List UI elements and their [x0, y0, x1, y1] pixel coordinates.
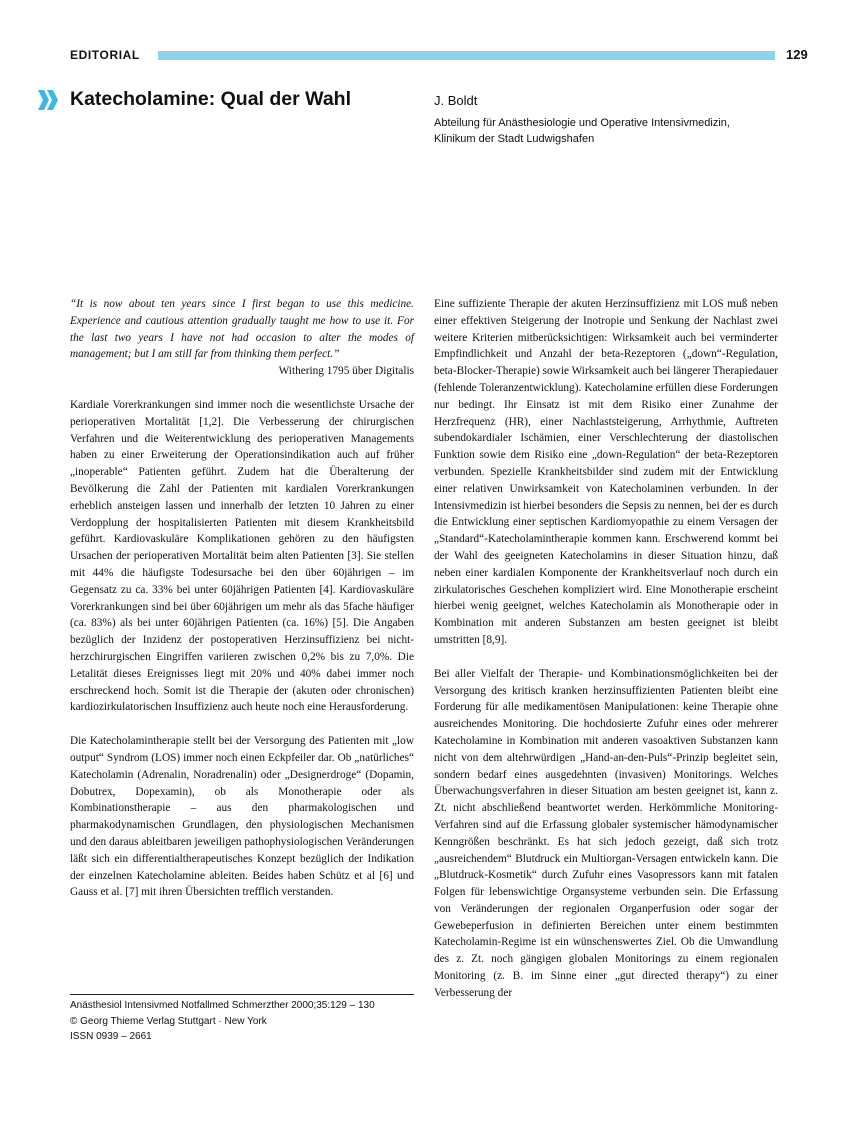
footer-rule — [70, 994, 414, 995]
citation-line: © Georg Thieme Verlag Stuttgart · New York — [70, 1015, 267, 1027]
article-title: Katecholamine: Qual der Wahl — [70, 88, 351, 110]
page-number: 129 — [786, 47, 808, 62]
citation-footer — [70, 998, 414, 1045]
affiliation-line: Klinikum der Stadt Ludwigshafen — [434, 132, 595, 145]
body-paragraph: Die Katecholamintherapie stellt bei der Versorgung des Patienten mit „low output“ Syndrom (LOS) immer noch einen Eckpfeiler dar. Ob „natürliches“ Katecholamin (Adrenalin, Noradrenalin) oder „Designerdroge“ (Dopamin, Dobutrex, Dopexamin), ob als Monotherapie oder als Kombinationstherapie – aus den pharmakologischen und pharmakodynamischen Grundlagen, den physiologischen Mechanismen und den daraus ableitbaren jeweiligen pathophysiologischen Veränderungen läßt sich ein differentialtherapeutisches Konzept bezüglich der Indikation der einzelnen Katecholamine ableiten. Beides haben Schütz et al [6] und Gauss et al. [7] mit ihren Übersichten trefflich verstanden. — [70, 735, 414, 899]
left-column — [70, 296, 414, 918]
body-paragraph: Bei aller Vielfalt der Therapie- und Kombinationsmöglichkeiten bei der Versorgung des kritisch kranken herzinsuffizienten Patienten bleibt eine Forderung für alle medikamentösen Manipulationen: keine Therapie ohne ausreichendes Monitoring. Die hochdosierte Zufuhr eines oder mehrerer Katecholamine in Kombination mit anderen vasoaktiven Substanzen kann nicht von dem altehrwürdigen „Hand-an-den-Puls“-Prinzip begleitet sein, sondern bedarf eines ausgedehnten (invasiven) Monitorings. Welches Überwachungsverfahren in dieser Situation am besten geeignet ist, kann z. Zt. nicht abschließend beantwortet werden. Herkömmliche Monitoring-Verfahren sind auf die Erfassung globaler systemischer hämodynamischer Kenngrößen beschränkt. Es hat sich jedoch gezeigt, daß sich trotz „ausreichendem“ Blutdruck ein Multiorgan-Versagen entwickeln kann. Die „Blutdruck-Kosmetik“ durch Zufuhr eines Vasopressors kann mit fatalen Folgen für lebenswichtige Organsysteme verbunden sein. Die Erfassung von Veränderungen der regionalen Organperfusion oder sogar der Gewebeperfusion in definierten Bereichen unter einem bestimmten Katecholamin-Regime ist ein wünschenswertes Ziel. Ob die Umwandlung des z. Zt. noch gängigen globalen Monitorings zu einem regionalen Monitoring (z. B. im Sinne einer „gut directed therapy“) zu einer Verbesserung der — [434, 667, 778, 999]
citation-line: ISSN 0939 – 2661 — [70, 1031, 152, 1042]
header-bar — [158, 51, 775, 60]
double-chevron-icon — [36, 88, 60, 112]
author-name: J. Boldt — [434, 93, 478, 108]
body-paragraph: Eine suffiziente Therapie der akuten Herzinsuffizienz mit LOS muß neben einer effektiven Steigerung der Inotropie und Senkung der Nachlast zwei weitere Kriterien mitberücksichtigen: Wirksamkeit auch bei verminderter Empfindlichkeit und Anzahl der beta-Rezeptoren („down“-Regulation, beta-Blocker-Therapie) sowie Wirksamkeit auch bei längerer Therapiedauer (fehlende Toleranzentwicklung). Katecholamine erfüllen diese Forderungen nur bedingt. Ihr Einsatz ist mit dem Risiko einer Zunahme der Herzfrequenz (HR), einer Nachlaststeigerung, Arrhythmie, Auftreten subendokardialer Ischämien, einer Verschlechterung der diastolischen Funktion sowie dem Risiko eine „down-Regulation“ der beta-Rezeptoren verbunden. Spezielle Krankheitsbilder sind zudem mit der Entwicklung einer relativen Unwirksamkeit von Katecholaminen verbunden. In der Intensivmedizin ist hierbei besonders die Sepsis zu nennen, bei der es durch die Entwicklung einer septischen Kardiomyopathie zu einem Versagen der „Standard“-Katecholamintherapie kommen kann. Erschwerend kommt bei der Wahl des geeigneten Katecholamins in dieser Situation hinzu, daß neben einer kardialen Komponente der Krankheitsverlauf noch durch ein zirkulatorisches Geschehen kompliziert wird. Eine Monotherapie erscheint hierbei wenig geeignet, welches Katecholamin als Monotherapie oder in Kombination mit anderen Substanzen am besten geeignet ist bleibt umstritten [8,9]. — [434, 298, 778, 646]
author-affiliation — [434, 116, 794, 147]
body-paragraph: Kardiale Vorerkrankungen sind immer noch die wesentlichste Ursache der perioperativen Mortalität [1,2]. Die Verbesserung der chirurgischen Verfahren und die Weiterentwicklung des perioperativen Managements haben zu einer Erweiterung der Operationsindikation auch auf früher „inoperable“ Patienten geführt. Zudem hat die Überalterung der Bevölkerung die Zahl der Patienten mit kardialen Vorerkrankungen erheblich ansteigen lassen und innerhalb der letzten 10 Jahren zu einer Verdopplung der hospitalisierten Patienten mit diesem Krankheitsbild geführt. Kardiovaskuläre Komplikationen gehören zu den häufigsten Ursachen der perioperativen Mortalität beim alten Patienten [3]. Sie stellen mit 44% die häufigste Todesursache bei den über 60jährigen – im Gegensatz zu ca. 33% bei unter 60jährigen Patienten [4]. Kardiovaskuläre Vorerkrankungen sind bei über 60jährigen um mehr als das 5fache häufiger (ca. 83%) als bei unter 60jährigen Patienten (ca. 16%) [5]. Die Angaben bezüglich der Inzidenz der postoperativen Herzinsuffizienz bei nicht-herzchirurgischen Eingriffen variieren zwischen 0,2% bis zu 7,0%. Die Letalität dieses Ereignisses liegt mit 20% und 40% dabei immer noch erschreckend hoch. Somit ist die Therapie der (akuten oder chronischen) kardiozirkulatorischen Insuffizienz auch heute noch eine Herausforderung. — [70, 398, 414, 714]
section-label: EDITORIAL — [70, 48, 140, 62]
right-column — [434, 296, 778, 1019]
affiliation-line: Abteilung für Anästhesiologie und Operative Intensivmedizin, — [434, 117, 730, 129]
epigraph-quote: “It is now about ten years since I first began to use this medicine. Experience and cautious attention gradually taught me how to use it. For the last two years I have not had occasion to alter the modes of management; but I am still far from thinking them perfect.” — [70, 298, 414, 361]
epigraph-source: Withering 1795 über Digitalis — [278, 365, 414, 378]
citation-line: Anästhesiol Intensivmed Notfallmed Schmerzther 2000;35:129 – 130 — [70, 1000, 375, 1011]
